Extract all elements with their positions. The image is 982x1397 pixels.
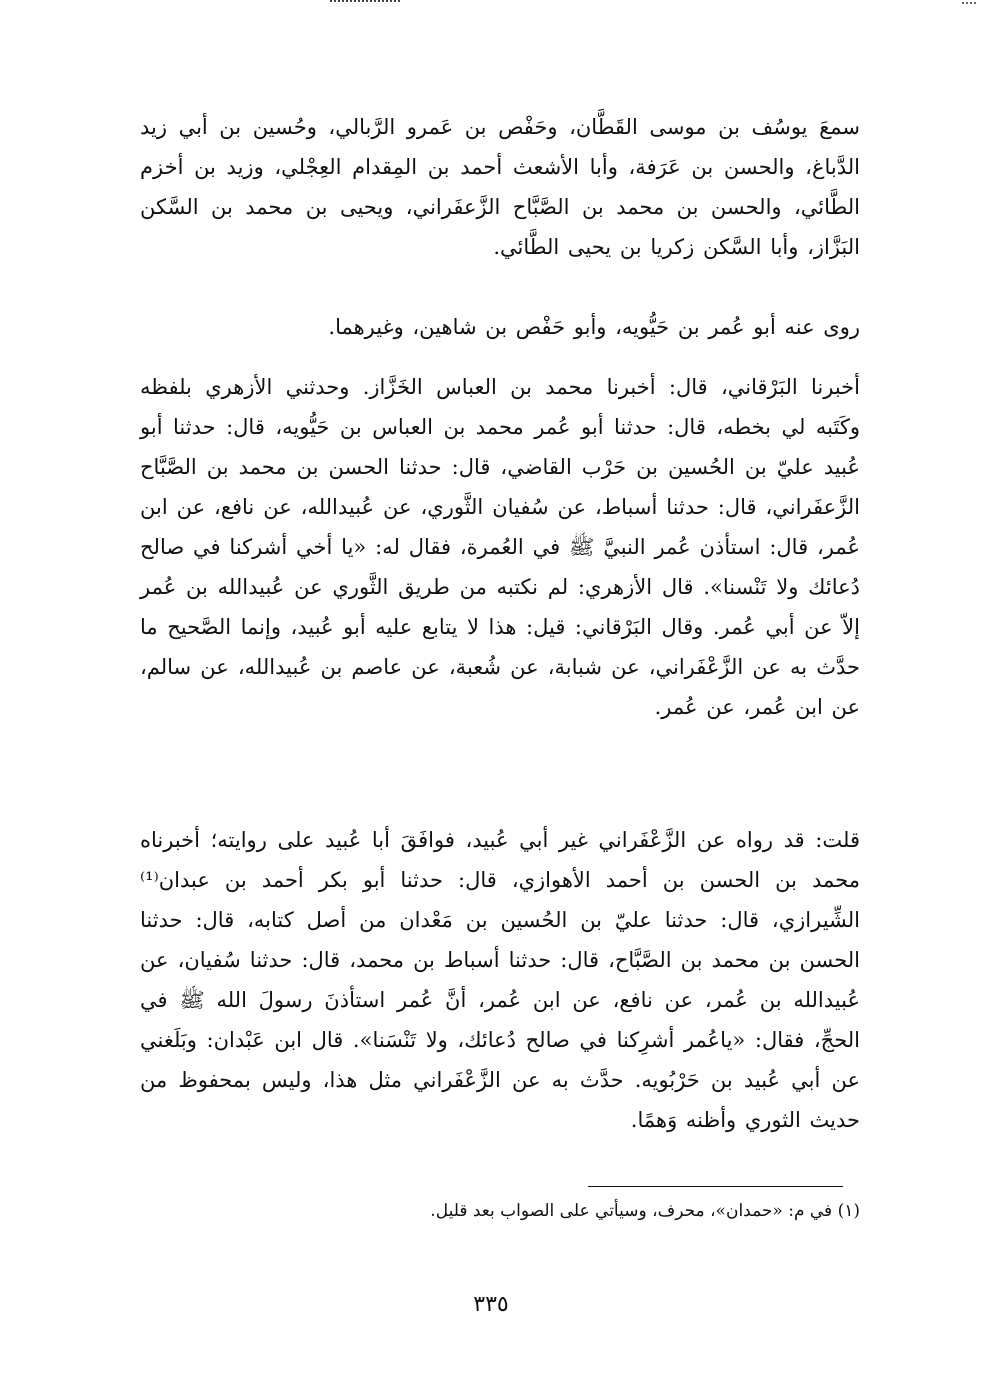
paragraph-author-comment [140,820,860,1140]
paragraph-text: روى عنه أبو عُمر بن حَيُّويه، وأبو حَفْص بن شاهين، وغيرهما. [328,315,860,339]
scan-artifact-corner [962,2,976,12]
paragraph-text: سمعَ يوسُف بن موسى القَطَّان، وحَفْص بن عَمرو الرَّبالي، وحُسين بن أبي زيد الدَّباغ، والحسن بن عَرَفة، وأبا الأشعث أحمد بن المِقدام العِجْلي، وزيد بن أخزم الطَّائي، والحسن بن محمد بن الصَّبَّاح الزَّعفَراني، ويحيى بن محمد بن السَّكن البَزَّاز، وأبا السَّكن زكريا بن يحيى الطَّائي. [140,115,860,259]
scan-artifact-top [330,0,400,8]
footnote: (١) في م: «حمدان»، محرف، وسيأتي على الصواب بعد قليل. [430,1201,860,1221]
paragraph-narrators [140,307,860,347]
paragraph-hadith-isnad [140,367,860,727]
footnote-divider [588,1186,843,1187]
paragraph-text: قلت: قد رواه عن الزَّعْفَراني غير أبي عُبيد، فوافَقَ أبا عُبيد على روايته؛ أخبرناه محمد بن الحسن بن أحمد الأهوازي، قال: حدثنا أبو بكر أحمد بن عبدان⁽¹⁾ الشِّيرازي، قال: حدثنا عليّ بن الحُسين بن مَعْدان من أصل كتابه، قال: حدثنا الحسن بن محمد بن الصَّبَّاح، قال: حدثنا أسباط بن محمد، قال: حدثنا سُفيان، عن عُبيدالله بن عُمر، عن نافع، عن ابن عُمر، أنَّ عُمر استأذنَ رسولَ الله ﷺ في الحجِّ، فقال: «ياعُمر أشرِكنا في صالح دُعائك، ولا تَنْسَنا». قال ابن عَبْدان: وبَلَغني عن أبي عُبيد بن حَرْبُويه. حدَّث به عن الزَّعْفَراني مثل هذا، وليس بمحفوظ من حديث الثوري وأظنه وَهمًا. [140,828,860,1132]
paragraph-hearing-list [140,107,860,267]
page-number: ٣٣٥ [473,1292,509,1317]
paragraph-text: أخبرنا البَرْقاني، قال: أخبرنا محمد بن العباس الخَزَّاز. وحدثني الأزهري بلفظه وكَتَبه لي بخطه، قال: حدثنا أبو عُمر محمد بن العباس بن حَيُّويه، قال: حدثنا أبو عُبيد عليّ بن الحُسين بن حَرْب القاضي، قال: حدثنا الحسن بن محمد بن الصَّبَّاح الزَّعفَراني، قال: حدثنا أسباط، عن سُفيان الثَّوري، عن عُبيدالله، عن نافع، عن ابن عُمر، قال: استأذن عُمر النبيَّ ﷺ في العُمرة، فقال له: «يا أخي أشركنا في صالح دُعائك ولا تَنْسنا». قال الأزهري: لم نكتبه من طريق الثَّوري عن عُبيدالله بن عُمر إلاّ عن أبي عُمر. وقال البَرْقاني: قيل: هذا لا يتابع عليه أبو عُبيد، وإنما الصَّحيح ما حدَّث به عن الزَّعْفَراني، عن شبابة، عن شُعبة، عن عاصم بن عُبيدالله، عن سالم، عن ابن عُمر، عن عُمر. [140,375,860,719]
